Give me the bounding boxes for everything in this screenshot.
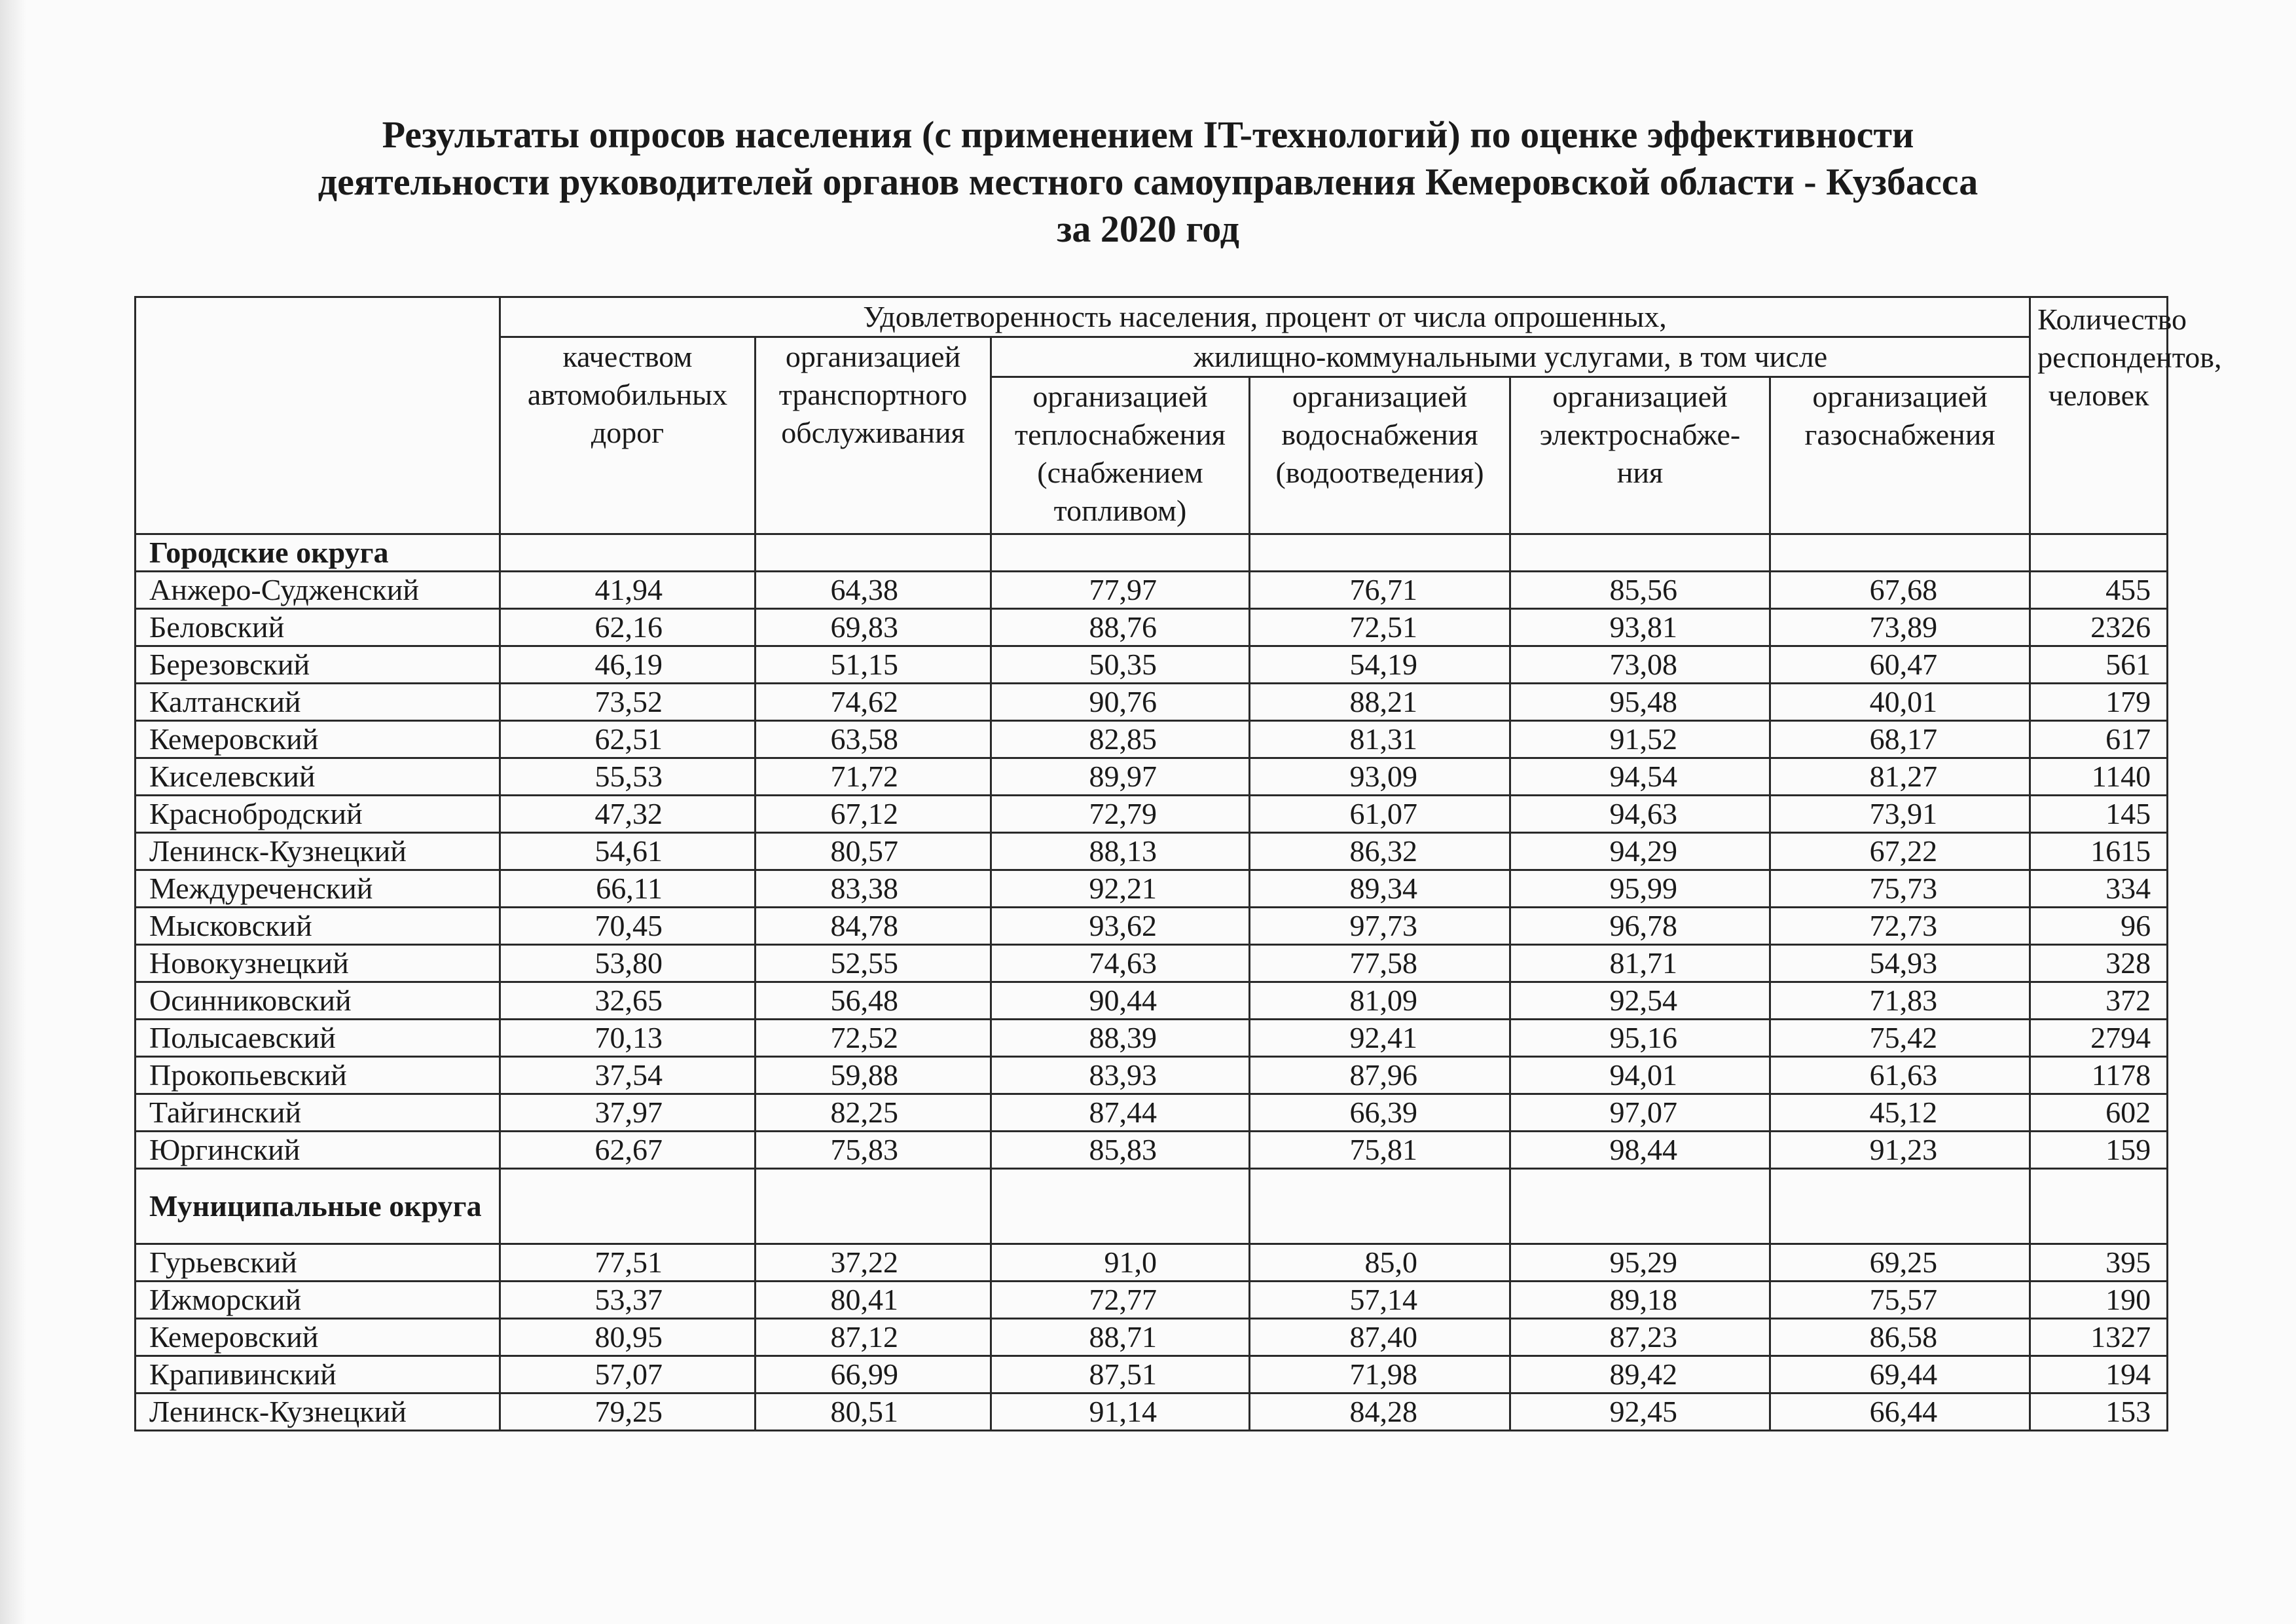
- cell-roads: 55,53: [500, 758, 756, 796]
- cell-electric: 92,54: [1510, 982, 1770, 1020]
- municipality-name: Беловский: [136, 609, 500, 646]
- cell-respondents: 372: [2030, 982, 2168, 1020]
- cell-heat: 85,83: [991, 1132, 1250, 1169]
- cell-roads: 53,80: [500, 945, 756, 982]
- cell-water: 76,71: [1250, 572, 1510, 609]
- survey-results-table: [134, 296, 2222, 1431]
- cell-heat: 50,35: [991, 646, 1250, 684]
- cell-respondents: 153: [2030, 1393, 2168, 1431]
- cell-electric: 95,48: [1510, 684, 1770, 721]
- section-empty-cell: [1250, 534, 1510, 572]
- table-row: [136, 684, 2168, 721]
- table-row: [136, 796, 2168, 833]
- cell-roads: 62,67: [500, 1132, 756, 1169]
- header-respondents: Количество респондентов, человек: [2030, 297, 2168, 534]
- municipality-name: Мысковский: [136, 908, 500, 945]
- cell-water: 92,41: [1250, 1020, 1510, 1057]
- cell-roads: 80,95: [500, 1319, 756, 1356]
- cell-gas: 72,73: [1770, 908, 2030, 945]
- cell-respondents: 1140: [2030, 758, 2168, 796]
- table-row: [136, 758, 2168, 796]
- cell-heat: 93,62: [991, 908, 1250, 945]
- cell-water: 86,32: [1250, 833, 1510, 870]
- table-row: [136, 945, 2168, 982]
- cell-water: 88,21: [1250, 684, 1510, 721]
- municipality-name: Прокопьевский: [136, 1057, 500, 1094]
- cell-transport: 64,38: [756, 572, 991, 609]
- municipality-name: Ленинск-Кузнецкий: [136, 833, 500, 870]
- cell-electric: 98,44: [1510, 1132, 1770, 1169]
- title-line-1: Результаты опросов населения (с применением IT-технологий) по оценке эффективности: [382, 113, 1914, 156]
- table-row: [136, 1094, 2168, 1132]
- cell-gas: 73,91: [1770, 796, 2030, 833]
- cell-heat: 72,79: [991, 796, 1250, 833]
- table-row: [136, 1244, 2168, 1282]
- municipality-name: Юргинский: [136, 1132, 500, 1169]
- cell-water: 54,19: [1250, 646, 1510, 684]
- municipality-name: Ленинск-Кузнецкий: [136, 1393, 500, 1431]
- cell-electric: 89,42: [1510, 1356, 1770, 1393]
- cell-roads: 41,94: [500, 572, 756, 609]
- cell-electric: 93,81: [1510, 609, 1770, 646]
- page-title: [0, 111, 2296, 253]
- cell-electric: 89,18: [1510, 1282, 1770, 1319]
- cell-heat: 77,97: [991, 572, 1250, 609]
- cell-gas: 91,23: [1770, 1132, 2030, 1169]
- cell-transport: 84,78: [756, 908, 991, 945]
- cell-respondents: 334: [2030, 870, 2168, 908]
- cell-gas: 54,93: [1770, 945, 2030, 982]
- cell-electric: 94,54: [1510, 758, 1770, 796]
- table-row: [136, 1132, 2168, 1169]
- header-electric: организацией электроснабже-ния: [1510, 377, 1770, 534]
- section-empty-cell: [991, 534, 1250, 572]
- cell-roads: 77,51: [500, 1244, 756, 1282]
- cell-respondents: 1615: [2030, 833, 2168, 870]
- cell-electric: 94,63: [1510, 796, 1770, 833]
- cell-respondents: 561: [2030, 646, 2168, 684]
- table-row: [136, 1393, 2168, 1431]
- section-row: [136, 534, 2168, 572]
- cell-transport: 63,58: [756, 721, 991, 758]
- cell-transport: 74,62: [756, 684, 991, 721]
- cell-water: 97,73: [1250, 908, 1510, 945]
- municipality-name: Осинниковский: [136, 982, 500, 1020]
- header-roads: качеством автомобильных дорог: [500, 337, 756, 534]
- header-heat: организацией теплоснабжения (снабжением топливом): [991, 377, 1250, 534]
- cell-water: 66,39: [1250, 1094, 1510, 1132]
- cell-respondents: 617: [2030, 721, 2168, 758]
- municipality-name: Березовский: [136, 646, 500, 684]
- cell-respondents: 602: [2030, 1094, 2168, 1132]
- municipality-name: Тайгинский: [136, 1094, 500, 1132]
- municipality-name: Полысаевский: [136, 1020, 500, 1057]
- cell-respondents: 194: [2030, 1356, 2168, 1393]
- table-row: [136, 982, 2168, 1020]
- cell-gas: 81,27: [1770, 758, 2030, 796]
- cell-transport: 75,83: [756, 1132, 991, 1169]
- cell-transport: 59,88: [756, 1057, 991, 1094]
- title-line-2: деятельности руководителей органов местного самоуправления Кемеровской области - Кузбасса: [318, 160, 1978, 203]
- cell-respondents: 179: [2030, 684, 2168, 721]
- cell-water: 89,34: [1250, 870, 1510, 908]
- cell-heat: 82,85: [991, 721, 1250, 758]
- municipality-name: Кемеровский: [136, 721, 500, 758]
- cell-heat: 72,77: [991, 1282, 1250, 1319]
- title-line-3: за 2020 год: [1057, 208, 1239, 250]
- cell-roads: 62,51: [500, 721, 756, 758]
- cell-electric: 87,23: [1510, 1319, 1770, 1356]
- cell-respondents: 96: [2030, 908, 2168, 945]
- cell-transport: 71,72: [756, 758, 991, 796]
- cell-water: 75,81: [1250, 1132, 1510, 1169]
- cell-transport: 66,99: [756, 1356, 991, 1393]
- cell-transport: 51,15: [756, 646, 991, 684]
- cell-roads: 53,37: [500, 1282, 756, 1319]
- section-empty-cell: [2030, 1169, 2168, 1244]
- cell-respondents: 190: [2030, 1282, 2168, 1319]
- cell-transport: 72,52: [756, 1020, 991, 1057]
- municipality-name: Гурьевский: [136, 1244, 500, 1282]
- cell-respondents: 455: [2030, 572, 2168, 609]
- cell-respondents: 2794: [2030, 1020, 2168, 1057]
- cell-gas: 61,63: [1770, 1057, 2030, 1094]
- table-row: [136, 833, 2168, 870]
- cell-gas: 67,68: [1770, 572, 2030, 609]
- section-empty-cell: [500, 1169, 756, 1244]
- cell-electric: 95,99: [1510, 870, 1770, 908]
- table-row: [136, 572, 2168, 609]
- cell-water: 84,28: [1250, 1393, 1510, 1431]
- section-empty-cell: [1510, 1169, 1770, 1244]
- cell-heat: 88,71: [991, 1319, 1250, 1356]
- cell-heat: 91,0: [991, 1244, 1250, 1282]
- cell-electric: 85,56: [1510, 572, 1770, 609]
- cell-transport: 56,48: [756, 982, 991, 1020]
- cell-respondents: 1178: [2030, 1057, 2168, 1094]
- cell-water: 87,96: [1250, 1057, 1510, 1094]
- cell-heat: 88,13: [991, 833, 1250, 870]
- cell-water: 81,31: [1250, 721, 1510, 758]
- cell-electric: 92,45: [1510, 1393, 1770, 1431]
- cell-respondents: 145: [2030, 796, 2168, 833]
- section-empty-cell: [1770, 1169, 2030, 1244]
- section-row: [136, 1169, 2168, 1244]
- cell-water: 72,51: [1250, 609, 1510, 646]
- cell-gas: 40,01: [1770, 684, 2030, 721]
- cell-transport: 37,22: [756, 1244, 991, 1282]
- table-row: [136, 721, 2168, 758]
- section-empty-cell: [756, 534, 991, 572]
- cell-roads: 54,61: [500, 833, 756, 870]
- section-empty-cell: [1250, 1169, 1510, 1244]
- cell-transport: 87,12: [756, 1319, 991, 1356]
- cell-electric: 94,29: [1510, 833, 1770, 870]
- cell-gas: 69,44: [1770, 1356, 2030, 1393]
- cell-roads: 79,25: [500, 1393, 756, 1431]
- cell-transport: 52,55: [756, 945, 991, 982]
- cell-respondents: 328: [2030, 945, 2168, 982]
- cell-electric: 81,71: [1510, 945, 1770, 982]
- municipality-name: Междуреченский: [136, 870, 500, 908]
- table-row: [136, 609, 2168, 646]
- cell-gas: 68,17: [1770, 721, 2030, 758]
- cell-gas: 75,57: [1770, 1282, 2030, 1319]
- cell-respondents: 2326: [2030, 609, 2168, 646]
- section-empty-cell: [1770, 534, 2030, 572]
- cell-heat: 90,76: [991, 684, 1250, 721]
- table-row: [136, 870, 2168, 908]
- cell-roads: 46,19: [500, 646, 756, 684]
- header-gas: организацией газоснабжения: [1770, 377, 2030, 534]
- municipality-name: Киселевский: [136, 758, 500, 796]
- cell-transport: 80,51: [756, 1393, 991, 1431]
- cell-respondents: 1327: [2030, 1319, 2168, 1356]
- cell-water: 87,40: [1250, 1319, 1510, 1356]
- cell-electric: 73,08: [1510, 646, 1770, 684]
- cell-gas: 69,25: [1770, 1244, 2030, 1282]
- cell-gas: 67,22: [1770, 833, 2030, 870]
- cell-electric: 95,16: [1510, 1020, 1770, 1057]
- cell-transport: 80,41: [756, 1282, 991, 1319]
- table-row: [136, 1319, 2168, 1356]
- section-empty-cell: [756, 1169, 991, 1244]
- cell-electric: 96,78: [1510, 908, 1770, 945]
- cell-transport: 67,12: [756, 796, 991, 833]
- cell-electric: 91,52: [1510, 721, 1770, 758]
- cell-transport: 80,57: [756, 833, 991, 870]
- cell-roads: 57,07: [500, 1356, 756, 1393]
- cell-roads: 47,32: [500, 796, 756, 833]
- cell-respondents: 395: [2030, 1244, 2168, 1282]
- cell-water: 81,09: [1250, 982, 1510, 1020]
- cell-water: 71,98: [1250, 1356, 1510, 1393]
- cell-gas: 66,44: [1770, 1393, 2030, 1431]
- municipality-name: Краснобродский: [136, 796, 500, 833]
- cell-transport: 82,25: [756, 1094, 991, 1132]
- table-row: [136, 1020, 2168, 1057]
- section-title: Городские округа: [136, 534, 500, 572]
- table-row: [136, 646, 2168, 684]
- municipality-name: Ижморский: [136, 1282, 500, 1319]
- cell-water: 85,0: [1250, 1244, 1510, 1282]
- table-row: [136, 908, 2168, 945]
- municipality-name: Крапивинский: [136, 1356, 500, 1393]
- section-empty-cell: [500, 534, 756, 572]
- cell-gas: 60,47: [1770, 646, 2030, 684]
- cell-heat: 92,21: [991, 870, 1250, 908]
- cell-electric: 95,29: [1510, 1244, 1770, 1282]
- header-satisfaction: Удовлетворенность населения, процент от числа опрошенных,: [500, 297, 2030, 337]
- header-housing: жилищно-коммунальными услугами, в том числе: [991, 337, 2030, 377]
- section-empty-cell: [1510, 534, 1770, 572]
- cell-transport: 83,38: [756, 870, 991, 908]
- header-empty-corner: [136, 297, 500, 534]
- municipality-name: Калтанский: [136, 684, 500, 721]
- cell-heat: 90,44: [991, 982, 1250, 1020]
- municipality-name: Анжеро-Судженский: [136, 572, 500, 609]
- cell-gas: 86,58: [1770, 1319, 2030, 1356]
- table-row: [136, 1057, 2168, 1094]
- cell-roads: 70,45: [500, 908, 756, 945]
- cell-heat: 87,51: [991, 1356, 1250, 1393]
- cell-electric: 94,01: [1510, 1057, 1770, 1094]
- cell-water: 57,14: [1250, 1282, 1510, 1319]
- cell-gas: 75,73: [1770, 870, 2030, 908]
- cell-roads: 37,54: [500, 1057, 756, 1094]
- municipality-name: Новокузнецкий: [136, 945, 500, 982]
- header-transport: организацией транспортного обслуживания: [756, 337, 991, 534]
- cell-heat: 88,39: [991, 1020, 1250, 1057]
- cell-roads: 73,52: [500, 684, 756, 721]
- section-title: Муниципальные округа: [136, 1169, 500, 1244]
- cell-roads: 37,97: [500, 1094, 756, 1132]
- cell-heat: 91,14: [991, 1393, 1250, 1431]
- cell-roads: 66,11: [500, 870, 756, 908]
- table-row: [136, 1282, 2168, 1319]
- cell-gas: 45,12: [1770, 1094, 2030, 1132]
- cell-roads: 32,65: [500, 982, 756, 1020]
- section-empty-cell: [2030, 534, 2168, 572]
- header-water: организацией водоснабжения (водоотведения): [1250, 377, 1510, 534]
- table-body: [136, 534, 2168, 1431]
- cell-heat: 89,97: [991, 758, 1250, 796]
- cell-water: 77,58: [1250, 945, 1510, 982]
- cell-gas: 71,83: [1770, 982, 2030, 1020]
- cell-heat: 88,76: [991, 609, 1250, 646]
- municipality-name: Кемеровский: [136, 1319, 500, 1356]
- section-empty-cell: [991, 1169, 1250, 1244]
- cell-respondents: 159: [2030, 1132, 2168, 1169]
- cell-water: 61,07: [1250, 796, 1510, 833]
- cell-heat: 74,63: [991, 945, 1250, 982]
- cell-roads: 62,16: [500, 609, 756, 646]
- cell-gas: 73,89: [1770, 609, 2030, 646]
- cell-transport: 69,83: [756, 609, 991, 646]
- cell-heat: 83,93: [991, 1057, 1250, 1094]
- cell-heat: 87,44: [991, 1094, 1250, 1132]
- table-row: [136, 1356, 2168, 1393]
- cell-water: 93,09: [1250, 758, 1510, 796]
- cell-gas: 75,42: [1770, 1020, 2030, 1057]
- cell-electric: 97,07: [1510, 1094, 1770, 1132]
- cell-roads: 70,13: [500, 1020, 756, 1057]
